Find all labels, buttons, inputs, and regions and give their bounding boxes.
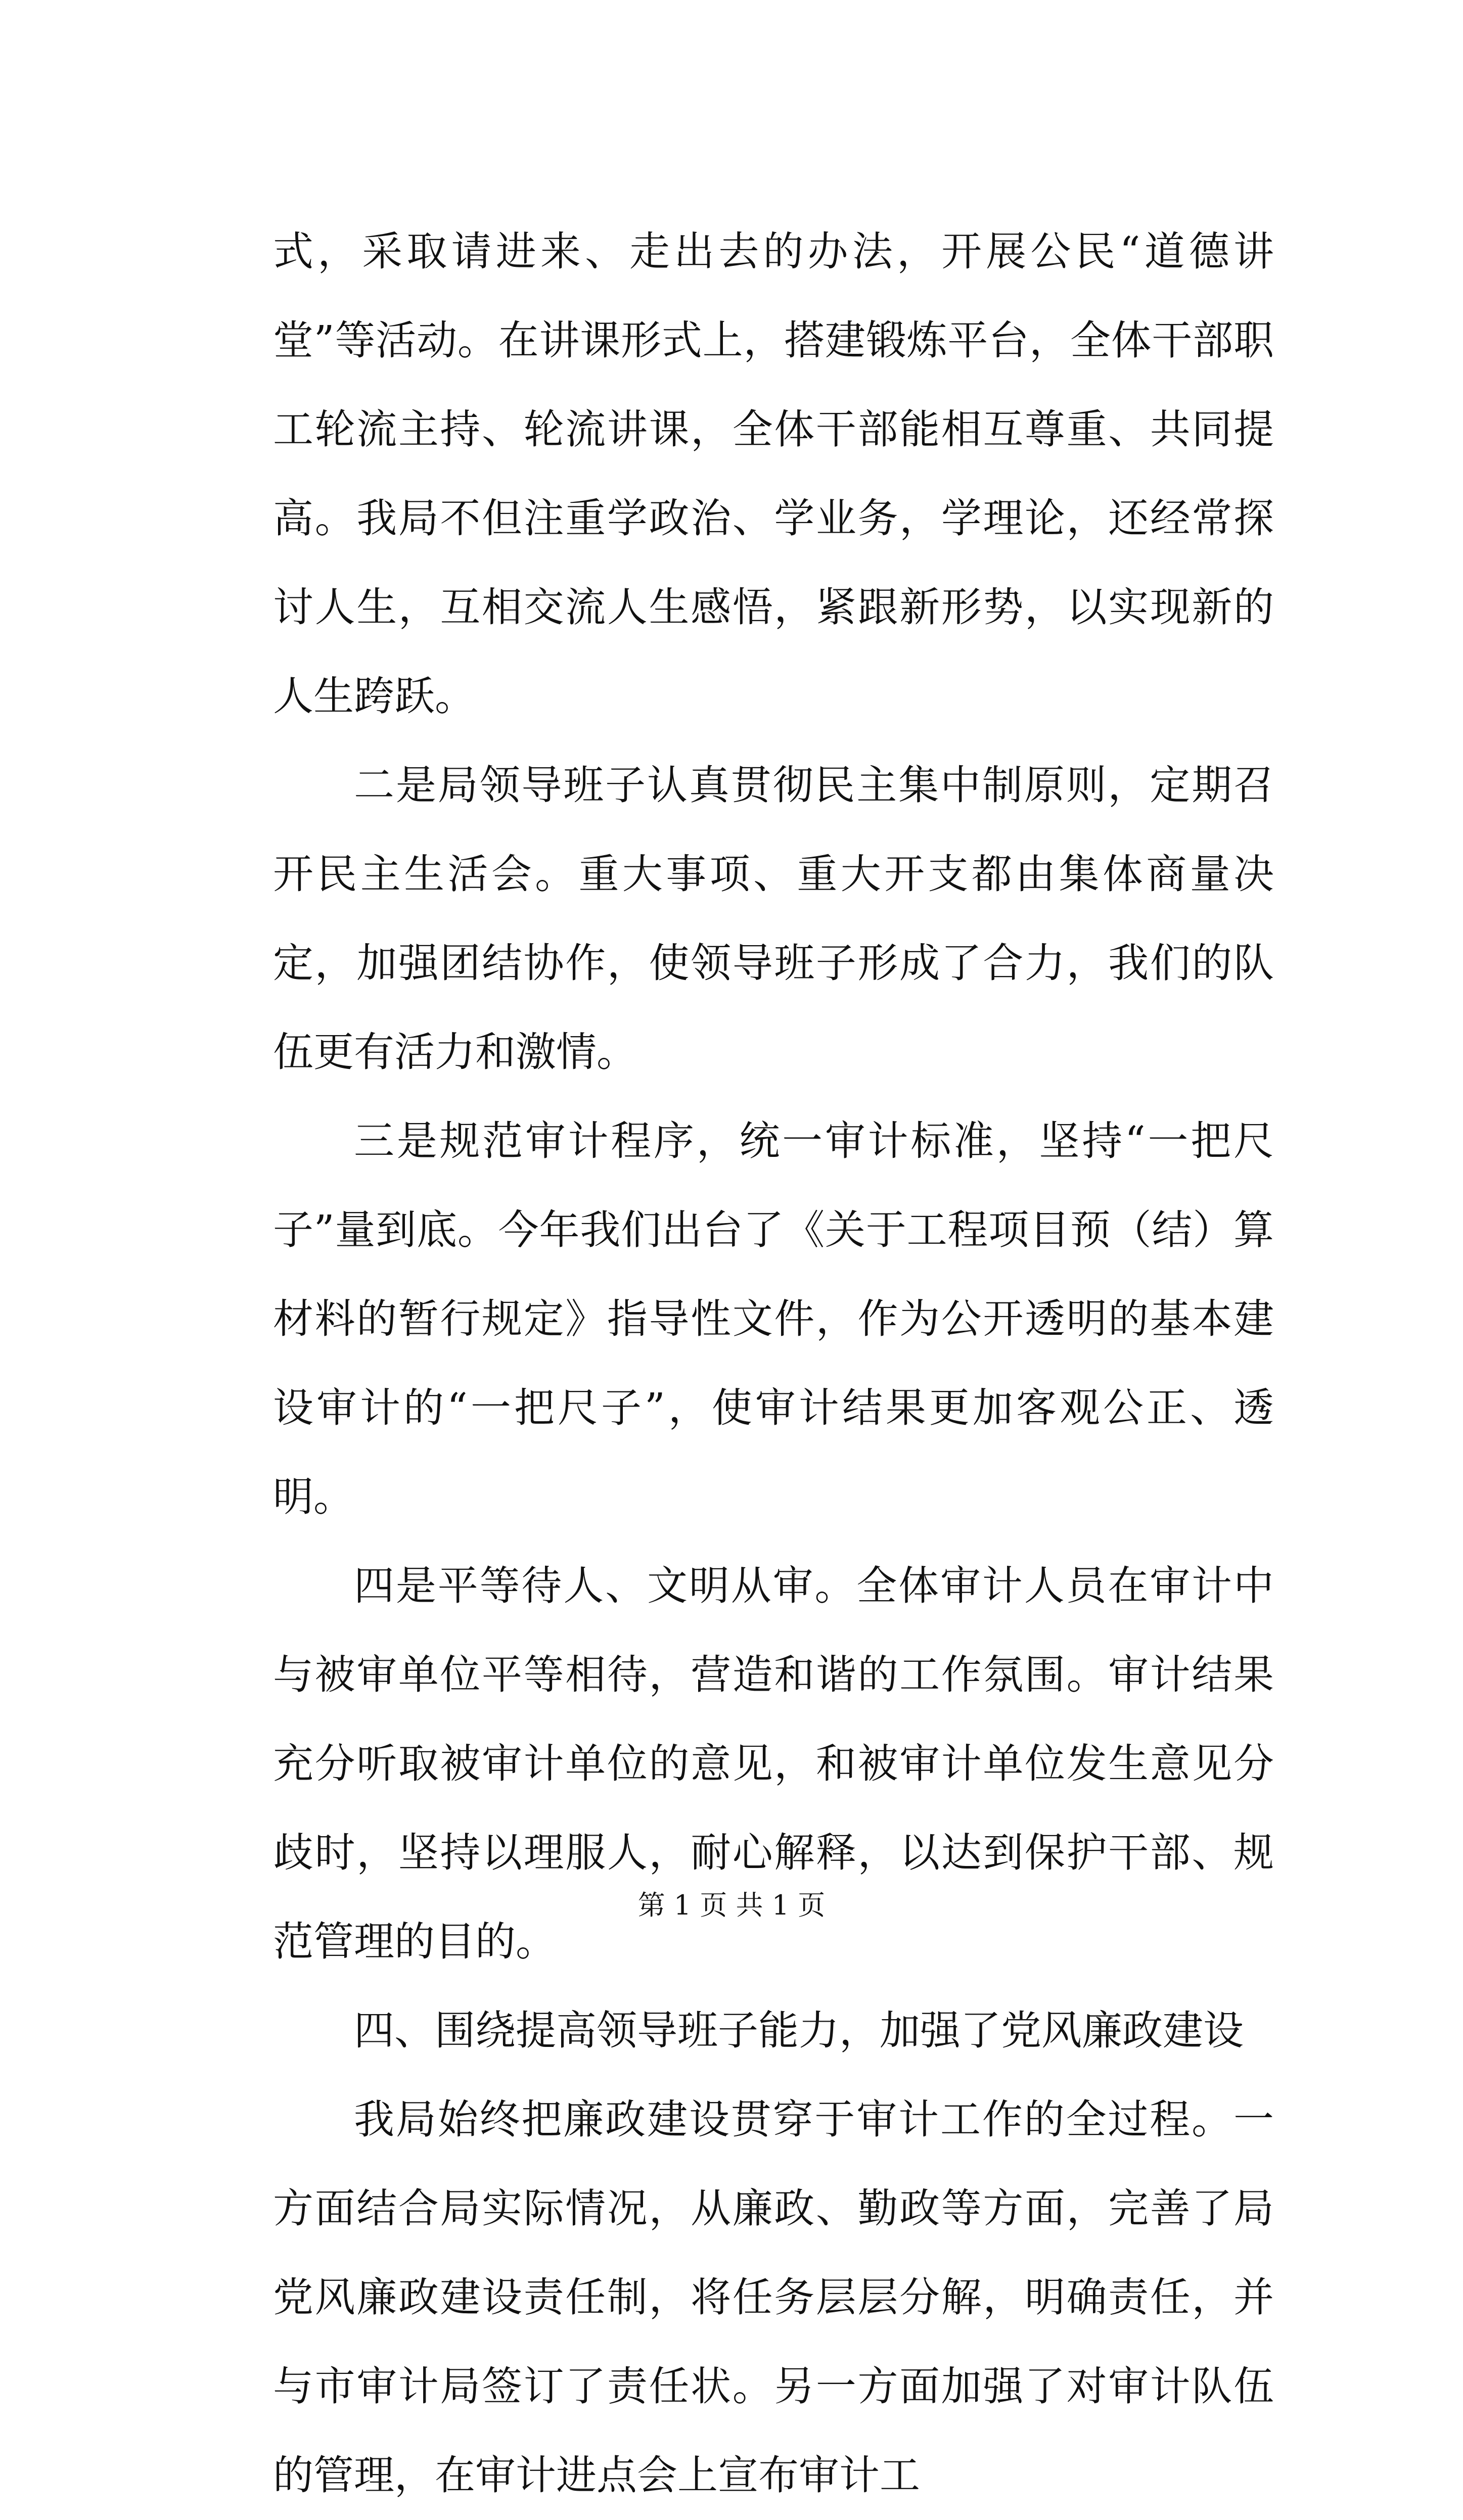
paragraph-section-body: 我局始终把廉政建设贯穿于审计工作的全过程。一方面结合局实际情况，从廉政、勤政等方面，完善了局党风廉政建设责任制，将任务层层分解，明确责任，并与市审计局签订了责任状。另一方面加强了对审计队伍的管理，在审计进点会上宣布审计工 — [273, 2096, 1274, 2499]
paragraph-item-three: 三是规范审计程序，统一审计标准，坚持“一把尺子”量到底。今年我们出台了《关于工程项目预（结）算材料的暂行规定》指导性文件，作为公开透明的基本建设审计的“一把尺子”，使审计结果更加客观公正、透明。 — [273, 1117, 1274, 1520]
paragraph-item-four: 四是平等待人、文明从审。全体审计人员在审计中与被审单位平等相待，营造和谐的工作氛围。审计结果充分听取被审计单位的意见，和被审计单位发生意见分歧时，坚持以理服人，耐心解释，以达到保护干部、规范管理的目的。 — [273, 1562, 1274, 1965]
page-footer: 第 1 页 共 1 页 — [637, 1889, 826, 1921]
paragraph-item-two: 二是局领导班子认真贯彻民主集中制原则，定期召开民主生活会。重大事项、重大开支都由集体商量决定，加强团结协作，使领导班子形成了合力，我们的队伍更有活力和激情。 — [273, 762, 1274, 1076]
paragraph-continued: 式，采取请进来、走出去的办法，开展公民“道德讲堂”等活动。在讲课形式上，搭建锻炼平台，全体干部职工轮流主持、轮流讲课，全体干部能相互尊重、共同提高。我局不但注重学政治、学业务，学理论，还经常探讨人生，互相交流人生感悟，紧跟新形势，以实现新的人生跨跃。 — [273, 228, 1274, 720]
section-heading: 四、围绕提高领导班子能力，加强了党风廉政建设 — [354, 2007, 1244, 2054]
document-body — [273, 207, 1274, 2520]
